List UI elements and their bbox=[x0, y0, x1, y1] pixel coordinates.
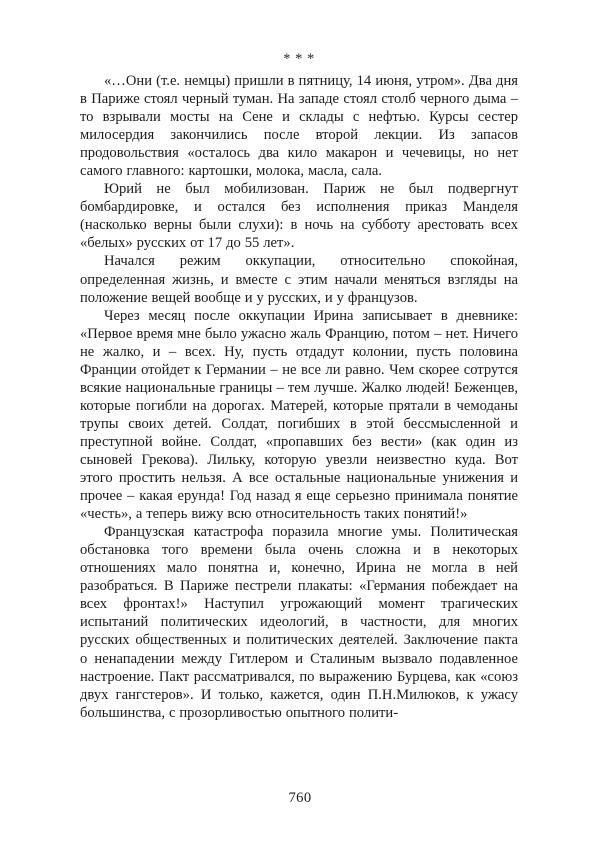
page-text-block bbox=[80, 50, 518, 722]
paragraph-2: Юрий не был мобилизован. Париж не был подвергнут бомбардировке, и остался без исполнения приказ Манделя (насколько верны были слухи): в ночь на субботу арестовать всех «белых» русских от 17 до 55 лет». bbox=[80, 181, 518, 252]
paragraph-3: Начался режим оккупации, относительно спокойная, определенная жизнь, и вместе с этим начали меняться взгляды на положение вещей вообще и у русских, и у французов. bbox=[80, 253, 518, 306]
paragraph-4: Через месяц после оккупации Ирина записывает в дневнике: «Первое время мне было ужасно жаль Францию, потом – нет. Ничего не жалко, и – всех. Ну, пусть отдадут колонии, пусть половина Франции отойдет к Германии – не все ли равно. Чем скорее сотрутся всякие национальные границы – тем лучше. Жалко людей! Беженцев, которые погибли на дорогах. Матерей, которые прятали в чемоданы трупы своих детей. Солдат, погибших в этой бессмысленной и преступной войне. Солдат, «пропавших без вести» (как один из сыновей Грекова). Лильку, которую увезли неизвестно куда. Вот этого простить нельзя. А все остальные национальные унижения и прочее – какая ерунда! Год назад я еще серьезно принимала понятие «честь», а теперь вижу всю относительность таких понятий!» bbox=[80, 307, 518, 523]
paragraph-5: Французская катастрофа поразила многие умы. Политическая обстановка того времени была очень сложна и в некоторых отношениях мало понятна и, конечно, Ирина не могла в ней разобраться. В Париже пестрели плакаты: «Германия побеждает на всех фронтах!» Наступил угрожающий момент трагических испытаний политических идеологий, в частности, для многих русских общественных и политических деятелей. Заключение пакта о ненападении между Гитлером и Сталиным вызвало подавленное настроение. Пакт рассматривался, по выражению Бурцева, как «союз двух гангстеров». И только, кажется, один П.Н.Милюков, к ужасу большинства, с прозорливостью опытного полити- bbox=[80, 524, 518, 721]
page-number: 760 bbox=[288, 790, 312, 806]
scene-break-separator: * * * bbox=[283, 51, 315, 67]
paragraph-1: «…Они (т.е. немцы) пришли в пятницу, 14 июня, утром». Два дня в Париже стоял черный туман. На западе стоял столб черного дыма – то взрывали мосты на Сене и склады с нефтью. Курсы сестер милосердия закончились после второй лекции. Из запасов продовольствия «осталось два кило макарон и чечевицы, но нет самого главного: картошки, молока, масла, сала. bbox=[80, 73, 518, 180]
